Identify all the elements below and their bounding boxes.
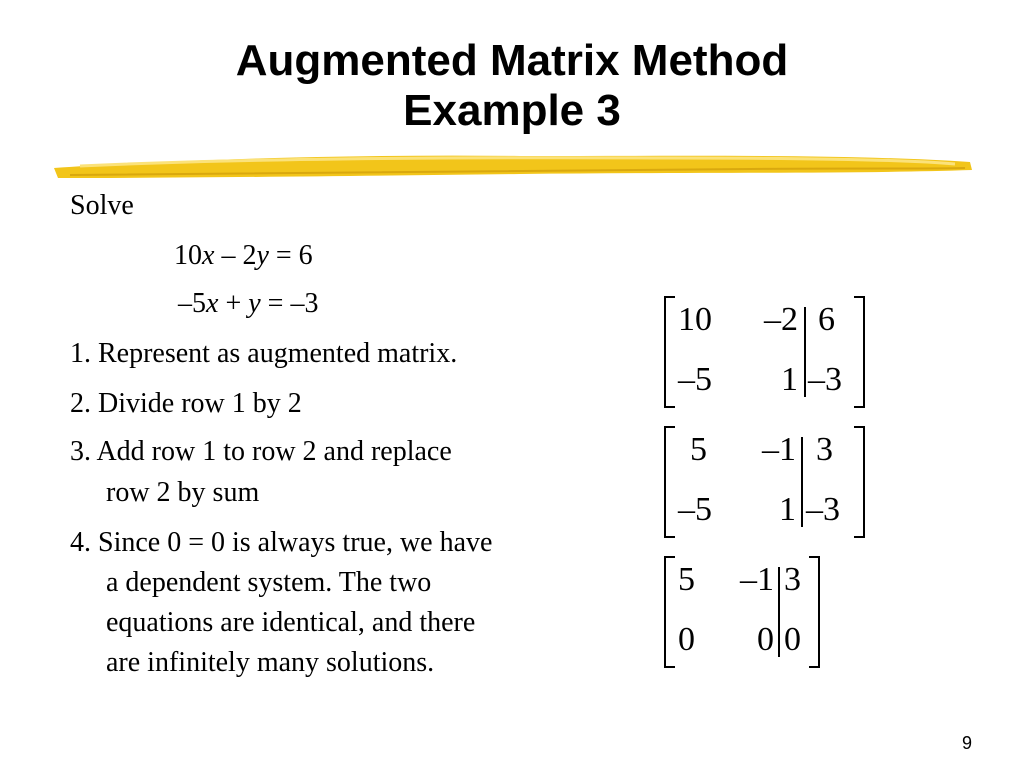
matrix-2-cell: 3 — [816, 431, 833, 468]
augmented-matrix-3 — [660, 555, 825, 670]
title-line-2: Example 3 — [403, 86, 621, 135]
matrix-1-cell: –5 — [678, 361, 712, 398]
matrix-3-cell: 0 — [678, 621, 695, 658]
matrix-2-cell: –3 — [806, 491, 840, 528]
matrix-1-cell: 1 — [781, 361, 798, 398]
step-4-line-2: a dependent system. The two — [106, 567, 432, 598]
matrix-1-cell: –3 — [808, 361, 842, 398]
matrix-3-cell: 0 — [757, 621, 774, 658]
matrix-3-cell: 3 — [784, 561, 801, 598]
step-3-line-1: 3. Add row 1 to row 2 and replace — [70, 436, 452, 467]
step-4-line-1: 4. Since 0 = 0 is always true, we have — [70, 527, 493, 558]
brush-stroke-divider — [50, 148, 975, 184]
matrix-3-cell: 0 — [784, 621, 801, 658]
title-line-1: Augmented Matrix Method — [235, 36, 789, 85]
matrix-2-cell: 5 — [690, 431, 707, 468]
matrix-2-cell: 1 — [779, 491, 796, 528]
matrix-1-cell: 10 — [678, 301, 712, 338]
equation-1: 10x – 2y = 6 — [174, 240, 313, 271]
matrix-2-cell: –5 — [678, 491, 712, 528]
matrix-3-cell: –1 — [740, 561, 774, 598]
matrix-2-cell: –1 — [762, 431, 796, 468]
matrix-1-cell: –2 — [764, 301, 798, 338]
step-4-line-3: equations are identical, and there — [106, 607, 476, 638]
solve-label: Solve — [70, 190, 134, 221]
augmented-matrix-2 — [660, 425, 870, 540]
slide-title — [0, 36, 1024, 136]
matrix-1-cell: 6 — [818, 301, 835, 338]
augmented-matrix-1 — [660, 295, 870, 410]
step-1: 1. Represent as augmented matrix. — [70, 338, 458, 369]
slide-number: 9 — [961, 733, 972, 753]
step-2: 2. Divide row 1 by 2 — [70, 388, 302, 419]
step-3-line-2: row 2 by sum — [106, 477, 260, 508]
equation-2: –5x + y = –3 — [178, 288, 319, 319]
step-4-line-4: are infinitely many solutions. — [106, 647, 435, 678]
matrix-3-cell: 5 — [678, 561, 695, 598]
